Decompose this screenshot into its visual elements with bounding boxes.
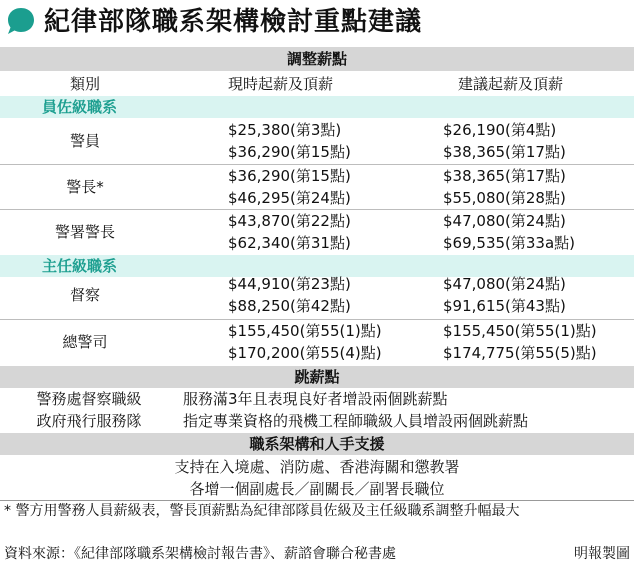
section-support-header: 職系架構和人手支援 xyxy=(0,433,634,455)
proposed-start: $47,080(第24點) xyxy=(443,275,566,293)
support-line: 支持在入境處、消防處、香港海關和懲教署 xyxy=(174,458,460,476)
header-proposed: 建議起薪及頂薪 xyxy=(458,75,564,93)
footnote: * 警方用警務人員薪級表，警長頂薪點為紀律部隊員佐級及主任級職系調整升幅最大 xyxy=(4,503,520,519)
jump-item xyxy=(0,388,634,410)
current-start: $36,290(第15點) xyxy=(228,167,351,185)
proposed-top: $91,615(第43點) xyxy=(443,297,566,315)
jump-item-label: 警務處督察職級 xyxy=(36,390,142,408)
table-row xyxy=(0,320,634,364)
table-row xyxy=(0,165,634,209)
table-row xyxy=(0,119,634,163)
page-title: 紀律部隊職系架構檢討重點建議 xyxy=(44,7,423,37)
table-row xyxy=(0,273,634,317)
proposed-start: $26,190(第4點) xyxy=(443,121,557,139)
header-category: 類別 xyxy=(69,75,100,93)
current-start: $44,910(第23點) xyxy=(228,275,351,293)
grade-header-rank-and-file xyxy=(0,96,634,118)
proposed-start: $38,365(第17點) xyxy=(443,167,566,185)
rank-name: 總警司 xyxy=(62,333,108,351)
proposed-start: $155,450(第55(1)點) xyxy=(443,322,597,340)
current-start: $25,380(第3點) xyxy=(228,121,342,139)
speech-bubble-icon xyxy=(6,6,36,36)
proposed-top: $174,775(第55(5)點) xyxy=(443,344,597,362)
jump-item-desc: 指定專業資格的飛機工程師職級人員增設兩個跳薪點 xyxy=(183,412,529,430)
support-line: 各增一個副處長／副關長／副署長職位 xyxy=(189,480,445,498)
proposed-start: $47,080(第24點) xyxy=(443,212,566,230)
rank-name: 督察 xyxy=(69,286,100,304)
current-top: $62,340(第31點) xyxy=(228,234,351,252)
current-start: $155,450(第55(1)點) xyxy=(228,322,382,340)
section-pay-header: 調整薪點 xyxy=(0,47,634,71)
proposed-top: $55,080(第28點) xyxy=(443,189,566,207)
column-headers xyxy=(0,72,634,96)
section-jump-header: 跳薪點 xyxy=(0,366,634,388)
grade-label: 主任級職系 xyxy=(42,257,118,275)
jump-item-label: 政府飛行服務隊 xyxy=(36,412,142,430)
rank-name: 警員 xyxy=(69,132,100,150)
current-top: $170,200(第55(4)點) xyxy=(228,344,382,362)
table-row xyxy=(0,210,634,254)
current-top: $36,290(第15點) xyxy=(228,143,351,161)
current-top: $46,295(第24點) xyxy=(228,189,351,207)
title-bar xyxy=(0,0,634,44)
footnote-divider xyxy=(0,500,634,501)
source-text: 資料來源：《紀律部隊職系架構檢討報告書》、薪諮會聯合秘書處 xyxy=(4,546,396,562)
rank-name: 警署警長 xyxy=(54,223,115,241)
proposed-top: $38,365(第17點) xyxy=(443,143,566,161)
rank-name: 警長* xyxy=(66,178,104,196)
header-current: 現時起薪及頂薪 xyxy=(228,75,334,93)
jump-item-desc: 服務滿3年且表現良好者增設兩個跳薪點 xyxy=(183,390,448,408)
current-start: $43,870(第22點) xyxy=(228,212,351,230)
credit-text: 明報製圖 xyxy=(574,546,630,562)
current-top: $88,250(第42點) xyxy=(228,297,351,315)
grade-label: 員佐級職系 xyxy=(42,98,118,116)
jump-item xyxy=(0,410,634,432)
proposed-top: $69,535(第33a點) xyxy=(443,234,576,252)
